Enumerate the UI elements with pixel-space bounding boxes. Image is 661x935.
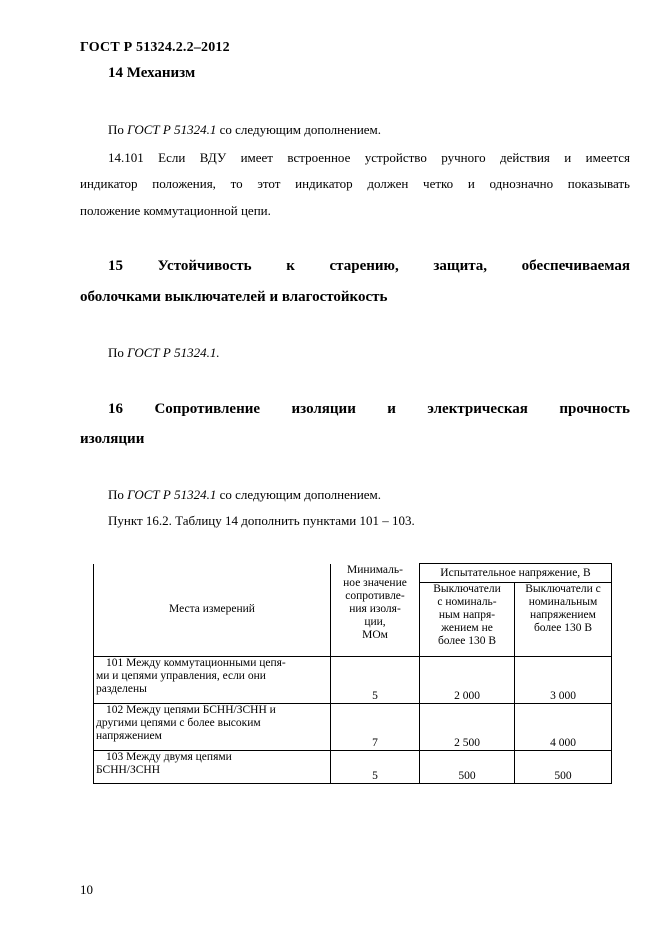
- row-place-line: разделены: [96, 682, 147, 695]
- header-sub-line: номинальным: [528, 596, 598, 608]
- row-place: [94, 656, 331, 703]
- row-place-line: 103 Между двумя цепями: [106, 750, 232, 763]
- table-row: [94, 703, 612, 750]
- section-14-para-line2: индикатор положения, то этот индикатор должен четко и однозначно показывать: [80, 176, 630, 191]
- row-voltage-high: 500: [515, 750, 612, 783]
- header-sub-line: напряжением: [530, 609, 596, 621]
- header-sub-line: жением не: [441, 622, 493, 634]
- header-sub-line: более 130 В: [437, 635, 497, 647]
- row-voltage-low: 500: [420, 750, 515, 783]
- header-min-resistance-line: МОм: [362, 628, 388, 641]
- section-15-title-line2: оболочками выключателей и влагостойкость: [80, 289, 388, 305]
- row-voltage-low: 2 000: [420, 656, 515, 703]
- ref-suffix: со следующим дополнением.: [216, 122, 382, 137]
- section-16-title-line2: изоляции: [80, 431, 145, 447]
- section-14-title: 14 Механизм: [108, 65, 196, 81]
- row-voltage-low: 2 500: [420, 703, 515, 750]
- ref-standard: ГОСТ Р 51324.1: [127, 487, 217, 502]
- header-sub-line: ным напря-: [438, 609, 496, 621]
- header-min-resistance-line: Минималь-: [347, 563, 403, 576]
- row-min-resistance: 7: [331, 703, 420, 750]
- ref-standard: ГОСТ Р 51324.1: [127, 122, 217, 137]
- row-voltage-high: 3 000: [515, 656, 612, 703]
- header-min-resistance-line: ное значение: [343, 576, 407, 589]
- row-place: [94, 703, 331, 750]
- header-sub-line: с номиналь-: [437, 596, 497, 608]
- ref-suffix: со следующим дополнением.: [216, 487, 382, 502]
- header-sub-line: более 130 В: [533, 622, 593, 634]
- row-place-line: ми и цепями управления, если они: [96, 669, 266, 682]
- section-15-ref: [108, 345, 220, 361]
- row-place-line: 101 Между коммутационными цепя-: [106, 656, 286, 669]
- header-min-resistance-line: ции,: [364, 615, 386, 628]
- header-min-resistance-line: сопротивле-: [345, 589, 405, 602]
- header-min-resistance-line: ния изоля-: [349, 602, 401, 615]
- row-min-resistance: 5: [331, 750, 420, 783]
- row-place: [94, 750, 331, 783]
- header-test-voltage: Испытательное напряжение, В: [420, 564, 612, 583]
- row-place-line: 102 Между цепями БСНН/ЗСНН и: [106, 703, 276, 716]
- header-min-resistance: [331, 564, 420, 657]
- ref-standard: ГОСТ Р 51324.1.: [127, 345, 220, 360]
- insulation-table: [93, 563, 612, 784]
- page-number: 10: [80, 882, 93, 897]
- header-measurement-place: Места измерений: [94, 564, 331, 657]
- section-16-point-text: Пункт 16.2. Таблицу 14 дополнить пунктами 101 – 103.: [108, 513, 415, 528]
- header-sub-line: Выключатели с: [525, 583, 601, 595]
- header-sub-low-voltage: [420, 583, 515, 657]
- document-code: ГОСТ Р 51324.2.2–2012: [80, 40, 230, 55]
- section-14-para-line3: положение коммутационной цепи.: [80, 203, 271, 218]
- section-14-ref: [108, 122, 381, 138]
- ref-prefix: По: [108, 345, 128, 360]
- section-16-ref: [108, 487, 381, 503]
- ref-prefix: По: [108, 122, 128, 137]
- row-min-resistance: 5: [331, 656, 420, 703]
- row-place-line: другими цепями с более высоким: [96, 716, 261, 729]
- header-sub-line: Выключатели: [433, 583, 501, 595]
- section-15-title-line1: 15 Устойчивость к старению, защита, обеспечиваемая: [108, 258, 630, 274]
- row-voltage-high: 4 000: [515, 703, 612, 750]
- table-row: [94, 656, 612, 703]
- row-place-line: напряжением: [96, 729, 162, 742]
- ref-prefix: По: [108, 487, 128, 502]
- section-16-title-line1: 16 Сопротивление изоляции и электрическая прочность: [108, 401, 630, 417]
- header-sub-high-voltage: [515, 583, 612, 657]
- row-place-line: БСНН/ЗСНН: [96, 763, 161, 776]
- table-row: [94, 750, 612, 783]
- section-14-para-line1: 14.101 Если ВДУ имеет встроенное устройство ручного действия и имеется: [108, 150, 630, 165]
